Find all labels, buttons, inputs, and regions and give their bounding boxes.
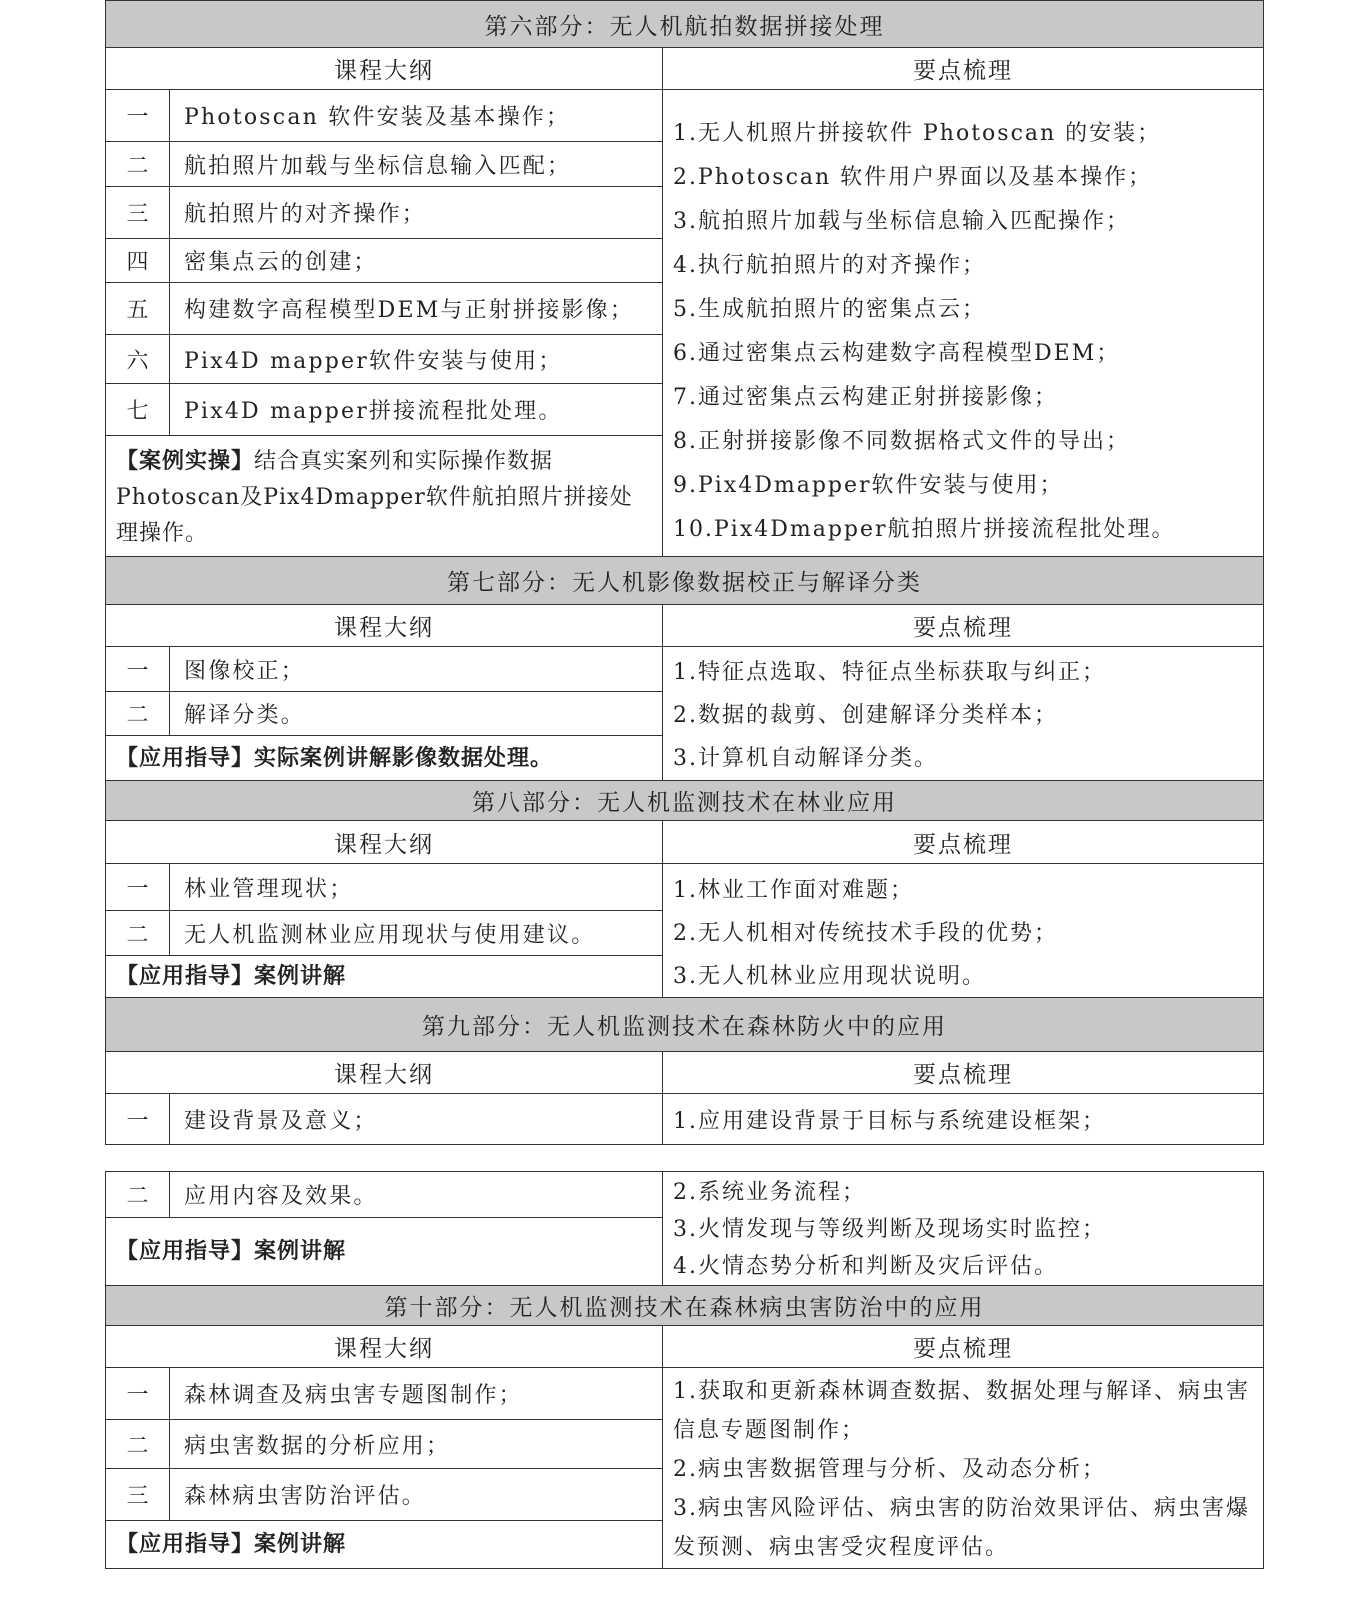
outline-item: 林业管理现状； [170,864,663,911]
key-points [663,1094,1264,1145]
outline-item: Photoscan 软件安装及基本操作； [170,90,663,142]
key-points [663,90,1264,559]
outline-header: 课程大纲 [106,48,663,90]
outline-item: 建设背景及意义； [170,1094,663,1145]
item-number: 二 [106,1172,170,1218]
outline-header: 课程大纲 [106,605,663,647]
point-item: 4.火情态势分析和判断及灾后评估。 [673,1254,1058,1279]
outline-header: 课程大纲 [106,821,663,864]
guidance-note [106,1218,663,1286]
case-note [106,436,663,559]
outline-item: Pix4D mapper软件安装与使用； [170,335,663,384]
note-text: 结合真实案列和实际操作数据Photoscan及Pix4Dmapper软件航拍照片拼接处理操作。 [116,448,633,546]
points-header: 要点梳理 [663,605,1264,647]
outline-item: 应用内容及效果。 [170,1172,663,1218]
item-number: 二 [106,142,170,187]
points-header: 要点梳理 [663,1052,1264,1094]
outline-item: Pix4D mapper拼接流程批处理。 [170,384,663,436]
key-points [663,864,1264,999]
point-item: 10.Pix4Dmapper航拍照片拼接流程批处理。 [673,517,1176,542]
outline-header: 课程大纲 [106,1326,663,1368]
note-text: 案例讲解 [254,1531,347,1557]
key-points [663,1368,1264,1569]
outline-item: 森林病虫害防治评估。 [170,1469,663,1521]
item-number: 一 [106,1368,170,1420]
outline-item: 航拍照片加载与坐标信息输入匹配； [170,142,663,187]
point-item: 1.林业工作面对难题； [673,878,914,903]
point-item: 8.正射拼接影像不同数据格式文件的导出； [673,429,1130,454]
point-item: 2.Photoscan 软件用户界面以及基本操作； [673,165,1153,190]
section-title: 第九部分：无人机监测技术在森林防火中的应用 [106,998,1264,1052]
outline-item: 无人机监测林业应用现状与使用建议。 [170,911,663,955]
point-item: 3.无人机林业应用现状说明。 [673,964,986,989]
item-number: 二 [106,692,170,736]
section-8-table [105,780,1264,999]
note-text: 实际案例讲解影像数据处理。 [254,744,554,771]
note-text: 案例讲解 [254,1238,347,1264]
section-title: 第十部分：无人机监测技术在森林病虫害防治中的应用 [106,1286,1264,1326]
key-points [663,647,1264,781]
item-number: 一 [106,647,170,692]
section-title: 第七部分：无人机影像数据校正与解译分类 [106,557,1264,605]
item-number: 七 [106,384,170,436]
item-number: 一 [106,90,170,142]
point-item: 3.病虫害风险评估、病虫害的防治效果评估、病虫害爆发预测、病虫害受灾程度评估。 [673,1495,1250,1560]
item-number: 五 [106,283,170,335]
point-item: 3.航拍照片加载与坐标信息输入匹配操作； [673,209,1130,234]
outline-item: 图像校正； [170,647,663,692]
points-header: 要点梳理 [663,1326,1264,1368]
point-item: 1.获取和更新森林调查数据、数据处理与解译、病虫害信息专题图制作； [673,1378,1250,1443]
guidance-note [106,736,663,781]
item-number: 四 [106,239,170,283]
note-label: 【应用指导】 [116,1531,255,1557]
note-label: 【应用指导】 [116,1238,255,1264]
guidance-note [106,1521,663,1569]
outline-item: 病虫害数据的分析应用； [170,1420,663,1469]
item-number: 一 [106,1094,170,1145]
section-title: 第八部分：无人机监测技术在林业应用 [106,781,1264,821]
points-header: 要点梳理 [663,48,1264,90]
point-item: 6.通过密集点云构建数字高程模型DEM； [673,341,1121,366]
point-item: 2.数据的裁剪、创建解译分类样本； [673,702,1058,728]
point-item: 4.执行航拍照片的对齐操作； [673,253,986,278]
item-number: 三 [106,187,170,239]
outline-item: 构建数字高程模型DEM与正射拼接影像； [170,283,663,335]
item-number: 二 [106,911,170,955]
outline-header: 课程大纲 [106,1052,663,1094]
note-label: 【案例实操】 [116,447,255,474]
section-10-table [105,1285,1264,1569]
outline-item: 航拍照片的对齐操作； [170,187,663,239]
item-number: 二 [106,1420,170,1469]
section-7-table [105,556,1264,781]
point-item: 9.Pix4Dmapper软件安装与使用； [673,473,1064,498]
section-6-table [105,0,1264,559]
point-item: 1.应用建设背景于目标与系统建设框架； [673,1108,1106,1134]
item-number: 一 [106,864,170,911]
point-item: 5.生成航拍照片的密集点云； [673,297,986,322]
section-9-table [105,997,1264,1145]
outline-item: 密集点云的创建； [170,239,663,283]
point-item: 2.病虫害数据管理与分析、及动态分析； [673,1456,1106,1482]
point-item: 7.通过密集点云构建正射拼接影像； [673,385,1058,410]
outline-item: 森林调查及病虫害专题图制作； [170,1368,663,1420]
point-item: 3.火情发现与等级判断及现场实时监控； [673,1217,1106,1242]
point-item: 1.无人机照片拼接软件 Photoscan 的安装； [673,121,1162,146]
point-item: 1.特征点选取、特征点坐标获取与纠正； [673,659,1106,685]
point-item: 2.无人机相对传统技术手段的优势； [673,921,1058,946]
outline-item: 解译分类。 [170,692,663,736]
guidance-note [106,955,663,998]
item-number: 三 [106,1469,170,1521]
section-9-continued-table [105,1171,1264,1286]
item-number: 六 [106,335,170,384]
point-item: 3.计算机自动解译分类。 [673,745,938,771]
point-item: 2.系统业务流程； [673,1180,866,1205]
key-points [663,1172,1264,1286]
note-text: 案例讲解 [254,963,347,990]
note-label: 【应用指导】 [116,744,255,771]
section-title: 第六部分：无人机航拍数据拼接处理 [106,1,1264,48]
note-label: 【应用指导】 [116,963,255,990]
points-header: 要点梳理 [663,821,1264,864]
